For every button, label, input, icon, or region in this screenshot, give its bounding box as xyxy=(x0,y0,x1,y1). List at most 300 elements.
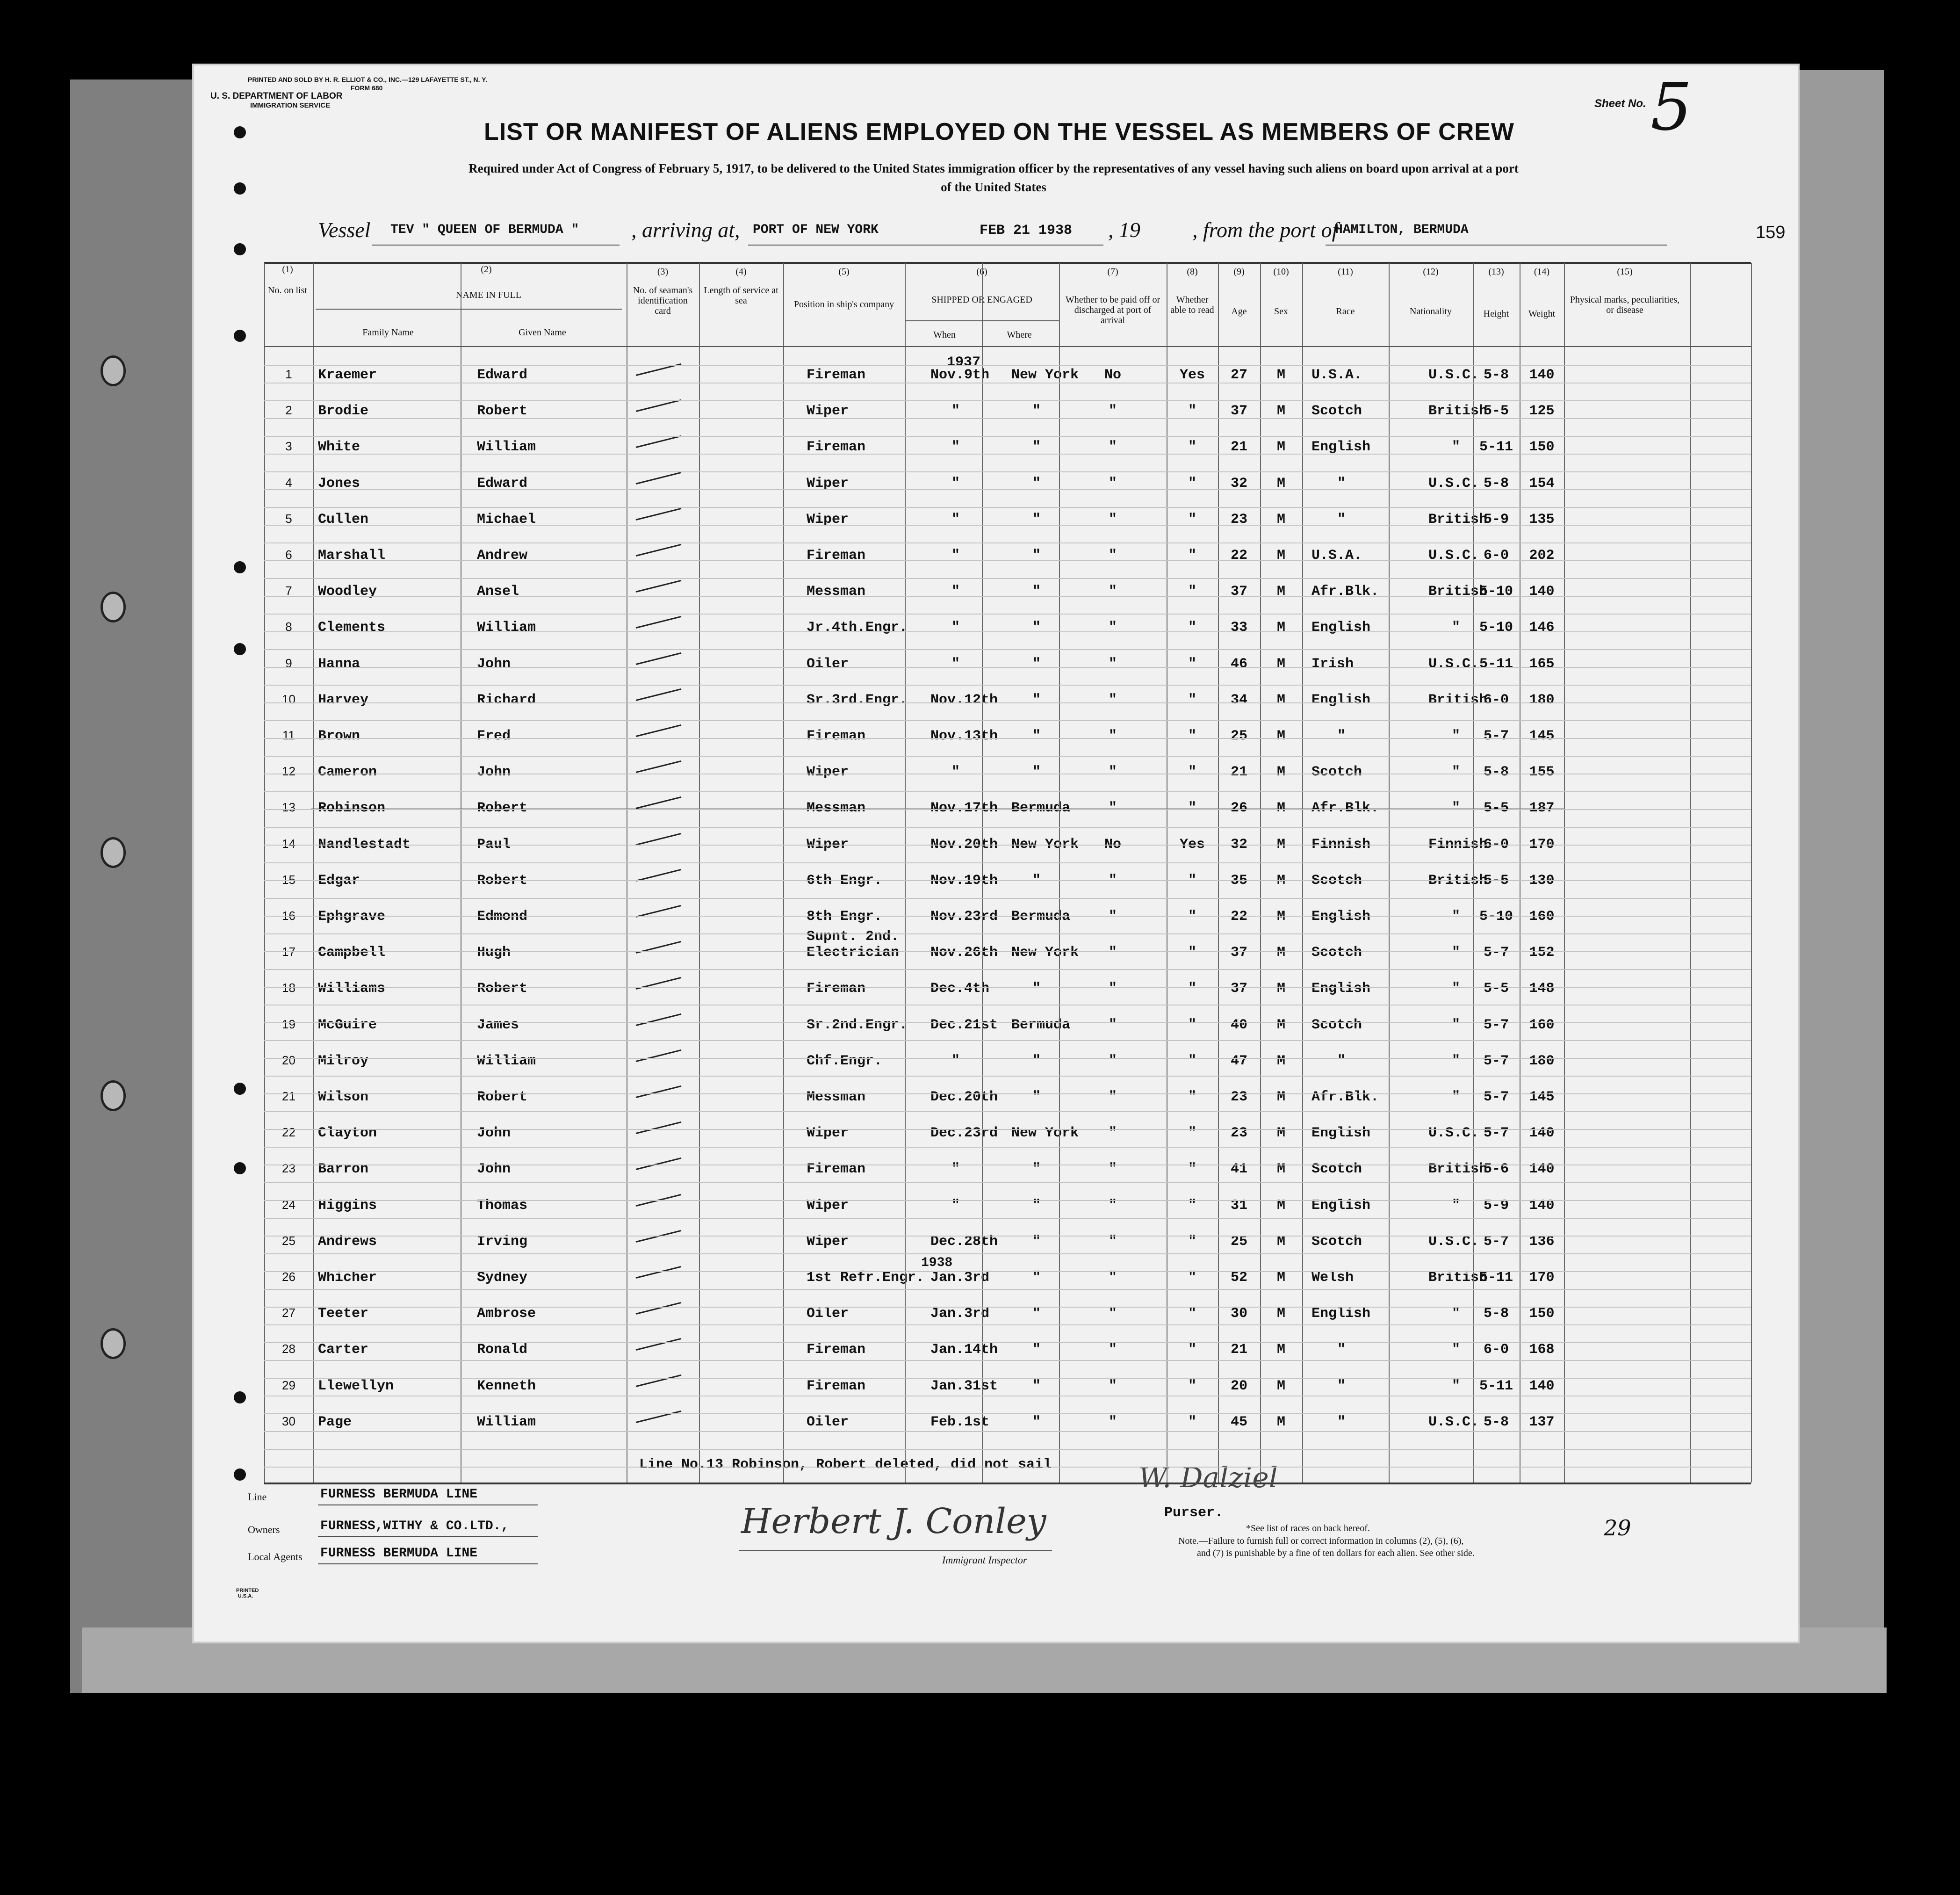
shipped-where: " xyxy=(1032,1306,1041,1322)
binder-ring xyxy=(101,1328,126,1359)
paid-off: " xyxy=(1108,1233,1117,1250)
race: Scotch xyxy=(1311,764,1362,781)
line-value: FURNESS BERMUDA LINE xyxy=(320,1487,478,1502)
shipped-where: New York xyxy=(1011,945,1079,961)
family-name: Campbell xyxy=(318,945,386,961)
deletion-note: Line No.13 Robinson, Robert deleted, did not sail xyxy=(639,1457,1052,1473)
paid-off: " xyxy=(1108,909,1117,925)
row-number: 7 xyxy=(285,584,292,598)
age: 46 xyxy=(1230,656,1247,672)
year-marker: 1937 xyxy=(947,354,981,370)
able-to-read: " xyxy=(1188,1378,1196,1394)
family-name: Robinson xyxy=(318,800,386,817)
position: Wiper xyxy=(807,403,849,420)
position: Fireman xyxy=(807,439,866,456)
table-row xyxy=(194,1224,1798,1260)
header-height: Height xyxy=(1483,309,1509,319)
family-name: White xyxy=(318,439,360,456)
header-where: Where xyxy=(1007,330,1032,340)
able-to-read: " xyxy=(1188,1197,1196,1214)
paid-off: " xyxy=(1108,800,1117,817)
height: 6-0 xyxy=(1483,692,1509,708)
sex: M xyxy=(1276,548,1285,564)
seaman-card-mark xyxy=(636,508,682,521)
col-number: (6) xyxy=(976,267,987,277)
family-name: Harvey xyxy=(318,692,369,708)
given-name: John xyxy=(477,656,511,672)
nationality: " xyxy=(1452,1053,1461,1069)
height: 5-7 xyxy=(1483,945,1509,961)
weight: 180 xyxy=(1529,1053,1555,1069)
age: 47 xyxy=(1230,1053,1247,1069)
table-row xyxy=(194,358,1798,393)
nationality: " xyxy=(1452,728,1461,744)
binder-ring xyxy=(101,355,126,386)
weight: 136 xyxy=(1529,1233,1555,1250)
weight: 140 xyxy=(1529,584,1555,600)
height: 5-8 xyxy=(1483,475,1509,492)
nationality: U.S.C. xyxy=(1428,656,1479,672)
col-number: (5) xyxy=(838,267,850,277)
paid-off: " xyxy=(1108,1414,1117,1430)
sex: M xyxy=(1276,367,1285,383)
position: Sr.2nd.Engr. xyxy=(807,1017,908,1033)
weight: 154 xyxy=(1529,475,1555,492)
sheet-number: 5 xyxy=(1650,69,1693,145)
shipped-when: Nov.12th xyxy=(930,692,998,708)
age: 37 xyxy=(1230,945,1247,961)
col-number: (2) xyxy=(481,264,492,275)
col-number: (15) xyxy=(1617,267,1633,277)
col-number: (4) xyxy=(735,267,747,277)
shipped-where: " xyxy=(1032,981,1041,997)
height: 5-7 xyxy=(1483,1125,1509,1142)
header-physical-marks: Physical marks, peculiarities, or disease xyxy=(1570,295,1680,315)
race: English xyxy=(1311,1125,1371,1142)
row-number: 21 xyxy=(282,1089,295,1103)
shipped-when: Feb.1st xyxy=(930,1414,990,1430)
height: 5-8 xyxy=(1483,764,1509,781)
weight: 145 xyxy=(1529,728,1555,744)
able-to-read: " xyxy=(1188,872,1196,889)
row-number: 11 xyxy=(282,728,295,742)
nationality: " xyxy=(1452,1306,1461,1322)
row-number: 20 xyxy=(282,1053,295,1067)
sex: M xyxy=(1276,1270,1285,1286)
shipped-where: " xyxy=(1032,620,1041,636)
height: 5-5 xyxy=(1483,981,1509,997)
col-number: (12) xyxy=(1423,267,1439,277)
able-to-read: " xyxy=(1188,439,1196,456)
row-number: 28 xyxy=(282,1342,295,1356)
position: Messman xyxy=(807,584,866,600)
given-name: Robert xyxy=(477,872,528,889)
header-sex: Sex xyxy=(1274,306,1288,317)
nationality: " xyxy=(1452,1378,1461,1394)
shipped-when: " xyxy=(951,764,960,781)
nationality: " xyxy=(1452,620,1461,636)
nationality: " xyxy=(1452,439,1461,456)
position: Fireman xyxy=(807,548,866,564)
family-name: Nandlestadt xyxy=(318,836,411,853)
shipped-where: New York xyxy=(1011,1125,1079,1142)
race: Scotch xyxy=(1311,872,1362,889)
position: Messman xyxy=(807,800,866,817)
header-family-name: Family Name xyxy=(362,327,414,338)
seaman-card-mark xyxy=(636,1013,682,1026)
grid-column-line xyxy=(905,263,906,1483)
header-age: Age xyxy=(1231,306,1247,317)
table-row xyxy=(194,1080,1798,1115)
paid-off: " xyxy=(1108,656,1117,672)
sex: M xyxy=(1276,1414,1285,1430)
table-row xyxy=(194,1369,1798,1404)
shipped-when: Nov.19th xyxy=(930,872,998,889)
position: 1st Refr.Engr. xyxy=(807,1270,925,1286)
col-number: (8) xyxy=(1187,267,1198,277)
header-position: Position in ship's company xyxy=(793,299,894,310)
paid-off: " xyxy=(1108,511,1117,528)
position: Sr.3rd.Engr. xyxy=(807,692,908,708)
header-race: Race xyxy=(1336,306,1355,317)
row-number: 19 xyxy=(282,1017,295,1031)
age: 40 xyxy=(1230,1017,1247,1033)
age: 52 xyxy=(1230,1270,1247,1286)
row-number: 3 xyxy=(285,439,292,454)
family-name: Llewellyn xyxy=(318,1378,394,1394)
position: Chf.Engr. xyxy=(807,1053,883,1069)
paid-off: " xyxy=(1108,1053,1117,1069)
table-row xyxy=(194,1008,1798,1043)
given-name: Kenneth xyxy=(477,1378,536,1394)
weight: 160 xyxy=(1529,1017,1555,1033)
able-to-read: " xyxy=(1188,692,1196,708)
shipped-where: " xyxy=(1032,475,1041,492)
form-title: LIST OR MANIFEST OF ALIENS EMPLOYED ON THE VESSEL AS MEMBERS OF CREW xyxy=(484,118,1514,145)
seaman-card-mark xyxy=(636,796,682,809)
sex: M xyxy=(1276,1233,1285,1250)
given-name: Ronald xyxy=(477,1342,528,1358)
age: 37 xyxy=(1230,981,1247,997)
seaman-card-mark xyxy=(636,869,682,882)
weight: 148 xyxy=(1529,981,1555,997)
printer-imprint: PRINTED AND SOLD BY H. R. ELLIOT & CO., INC.—129 LAFAYETTE ST., N. Y. xyxy=(248,76,487,83)
height: 5-9 xyxy=(1483,1197,1509,1214)
nationality: U.S.C. xyxy=(1428,367,1479,383)
row-number: 12 xyxy=(282,764,295,779)
row-number: 5 xyxy=(285,511,292,526)
height: 5-8 xyxy=(1483,1306,1509,1322)
position: Fireman xyxy=(807,728,866,744)
shipped-when: " xyxy=(951,1053,960,1069)
given-name: Robert xyxy=(477,800,528,817)
family-name: Milroy xyxy=(318,1053,369,1069)
shipped-where: " xyxy=(1032,1053,1041,1069)
sex: M xyxy=(1276,981,1285,997)
grid-column-line xyxy=(1218,263,1219,1483)
weight: 152 xyxy=(1529,945,1555,961)
age: 31 xyxy=(1230,1197,1247,1214)
race: Afr.Blk. xyxy=(1311,800,1379,817)
row-number: 9 xyxy=(285,656,292,670)
height: 5-11 xyxy=(1479,439,1513,456)
age: 25 xyxy=(1230,728,1247,744)
manifest-page xyxy=(194,65,1798,1642)
able-to-read: " xyxy=(1188,945,1196,961)
nationality: British xyxy=(1428,1161,1488,1178)
punch-hole xyxy=(234,330,246,342)
age: 27 xyxy=(1230,367,1247,383)
age: 20 xyxy=(1230,1378,1247,1394)
family-name: Clements xyxy=(318,620,386,636)
paid-off: " xyxy=(1108,475,1117,492)
sex: M xyxy=(1276,1378,1285,1394)
position: Messman xyxy=(807,1089,866,1105)
race: U.S.A. xyxy=(1311,548,1362,564)
shipped-where: " xyxy=(1032,764,1041,781)
table-row xyxy=(194,719,1798,754)
able-to-read: " xyxy=(1188,656,1196,672)
shipped-when: Nov.20th xyxy=(930,836,998,853)
row-number: 6 xyxy=(285,548,292,562)
table-row xyxy=(194,610,1798,646)
race: U.S.A. xyxy=(1311,367,1362,383)
family-name: Brodie xyxy=(318,403,369,420)
height: 5-11 xyxy=(1479,1378,1513,1394)
nationality: Finnish xyxy=(1428,836,1488,853)
age: 21 xyxy=(1230,764,1247,781)
family-name: Edgar xyxy=(318,872,360,889)
race: " xyxy=(1337,728,1346,744)
weight: 140 xyxy=(1529,367,1555,383)
shipped-when: " xyxy=(951,403,960,420)
shipped-when: Nov.17th xyxy=(930,800,998,817)
able-to-read: " xyxy=(1188,1414,1196,1430)
shipped-where: " xyxy=(1032,1089,1041,1105)
row-number: 30 xyxy=(282,1414,295,1428)
height: 5-6 xyxy=(1483,1161,1509,1178)
table-row xyxy=(194,899,1798,935)
family-name: Whicher xyxy=(318,1270,377,1286)
header-weight: Weight xyxy=(1528,309,1556,319)
race: " xyxy=(1337,1342,1346,1358)
row-number: 23 xyxy=(282,1161,295,1176)
sex: M xyxy=(1276,439,1285,456)
weight: 137 xyxy=(1529,1414,1555,1430)
shipped-when: Nov.23rd xyxy=(930,909,998,925)
paid-off: " xyxy=(1108,692,1117,708)
page-stamp: 159 xyxy=(1756,223,1786,242)
col-number: (1) xyxy=(282,264,293,275)
shipped-where: New York xyxy=(1011,367,1079,383)
age: 32 xyxy=(1230,836,1247,853)
paid-off: " xyxy=(1108,872,1117,889)
race: " xyxy=(1337,475,1346,492)
family-name: Wilson xyxy=(318,1089,369,1105)
shipped-where: Bermuda xyxy=(1011,909,1071,925)
grid-column-line xyxy=(783,263,784,1483)
row-number: 15 xyxy=(282,872,295,887)
weight: 170 xyxy=(1529,1270,1555,1286)
shipped-where: New York xyxy=(1011,836,1079,853)
paid-off: " xyxy=(1108,1197,1117,1214)
arriving-label: , arriving at, xyxy=(631,218,740,242)
able-to-read: " xyxy=(1188,548,1196,564)
agents-label: Local Agents xyxy=(248,1551,303,1562)
sex: M xyxy=(1276,511,1285,528)
binder-ring xyxy=(101,837,126,868)
shipped-where: " xyxy=(1032,692,1041,708)
shipped-when: Jan.3rd xyxy=(930,1270,990,1286)
col-number: (13) xyxy=(1488,267,1504,277)
able-to-read: " xyxy=(1188,584,1196,600)
position: Oiler xyxy=(807,656,849,672)
age: 45 xyxy=(1230,1414,1247,1430)
from-port: HAMILTON, BERMUDA xyxy=(1335,223,1469,237)
position: Fireman xyxy=(807,1342,866,1358)
shipped-when: Nov.9th xyxy=(930,367,990,383)
purser-signature: W. Dalziel xyxy=(1139,1461,1278,1494)
able-to-read: " xyxy=(1188,511,1196,528)
form-subtitle-line1: Required under Act of Congress of February 5, 1917, to be delivered to the United States immigration officer by the representatives of any vessel having such aliens on board upon arrival at a port xyxy=(468,161,1519,175)
from-port-label: , from the port of xyxy=(1192,218,1338,242)
family-name: Jones xyxy=(318,475,360,492)
punch-hole xyxy=(234,1468,246,1481)
col-number: (14) xyxy=(1534,267,1550,277)
position: Electrician xyxy=(807,945,900,961)
given-name: Thomas xyxy=(477,1197,528,1214)
family-name: Barron xyxy=(318,1161,369,1178)
height: 5-11 xyxy=(1479,1270,1513,1286)
race: Scotch xyxy=(1311,1161,1362,1178)
shipped-where: " xyxy=(1032,1414,1041,1430)
paid-off: " xyxy=(1108,548,1117,564)
sex: M xyxy=(1276,1161,1285,1178)
sex: M xyxy=(1276,403,1285,420)
paid-off: " xyxy=(1108,945,1117,961)
able-to-read: " xyxy=(1188,475,1196,492)
shipped-where: Bermuda xyxy=(1011,1017,1071,1033)
weight: 140 xyxy=(1529,1197,1555,1214)
race: English xyxy=(1311,1197,1371,1214)
position: Wiper xyxy=(807,1197,849,1214)
sex: M xyxy=(1276,800,1285,817)
age: 22 xyxy=(1230,909,1247,925)
given-name: Edward xyxy=(477,475,528,492)
nationality: British xyxy=(1428,872,1488,889)
seaman-card-mark xyxy=(636,1410,682,1423)
position: Wiper xyxy=(807,511,849,528)
height: 5-9 xyxy=(1483,511,1509,528)
shipped-where: " xyxy=(1032,584,1041,600)
grid-column-line xyxy=(1751,263,1752,1483)
shipped-when: " xyxy=(951,439,960,456)
nationality: British xyxy=(1428,511,1488,528)
punch-hole xyxy=(234,182,246,195)
table-row xyxy=(194,1260,1798,1296)
nationality: " xyxy=(1452,945,1461,961)
sex: M xyxy=(1276,475,1285,492)
table-row xyxy=(194,1332,1798,1368)
paid-off: " xyxy=(1108,1378,1117,1394)
nationality: " xyxy=(1452,981,1461,997)
shipped-where: " xyxy=(1032,1161,1041,1178)
table-row xyxy=(194,394,1798,429)
header-paid-off: Whether to be paid off or discharged at port of arrival xyxy=(1065,295,1160,325)
sex: M xyxy=(1276,1125,1285,1142)
family-name: Carter xyxy=(318,1342,369,1358)
seaman-card-mark xyxy=(636,977,682,990)
given-name: Robert xyxy=(477,981,528,997)
family-name: Andrews xyxy=(318,1233,377,1250)
paid-off: " xyxy=(1108,1342,1117,1358)
race: Afr.Blk. xyxy=(1311,1089,1379,1105)
family-name: Higgins xyxy=(318,1197,377,1214)
paid-off: " xyxy=(1108,1089,1117,1105)
age: 32 xyxy=(1230,475,1247,492)
sex: M xyxy=(1276,1342,1285,1358)
shipped-where: " xyxy=(1032,403,1041,420)
sex: M xyxy=(1276,1089,1285,1105)
nationality: British xyxy=(1428,584,1488,600)
paid-off: " xyxy=(1108,764,1117,781)
shipped-when: Nov.13th xyxy=(930,728,998,744)
weight: 140 xyxy=(1529,1378,1555,1394)
sex: M xyxy=(1276,836,1285,853)
able-to-read: " xyxy=(1188,1270,1196,1286)
race: " xyxy=(1337,511,1346,528)
agents-value: FURNESS BERMUDA LINE xyxy=(320,1546,478,1561)
height: 5-10 xyxy=(1479,620,1513,636)
height: 5-7 xyxy=(1483,1017,1509,1033)
age: 23 xyxy=(1230,511,1247,528)
position: Oiler xyxy=(807,1306,849,1322)
race: Afr.Blk. xyxy=(1311,584,1379,600)
height: 5-8 xyxy=(1483,367,1509,383)
weight: 130 xyxy=(1529,872,1555,889)
given-name: Fred xyxy=(477,728,511,744)
seaman-card-mark xyxy=(636,399,682,412)
position: Oiler xyxy=(807,1414,849,1430)
given-name: Robert xyxy=(477,403,528,420)
row-number: 29 xyxy=(282,1378,295,1392)
owners-label: Owners xyxy=(248,1524,280,1535)
weight: 150 xyxy=(1529,439,1555,456)
vessel-name: TEV " QUEEN OF BERMUDA " xyxy=(390,223,579,237)
seaman-card-mark xyxy=(636,435,682,448)
given-name: John xyxy=(477,1125,511,1142)
owners-value: FURNESS,WITHY & CO.LTD., xyxy=(320,1519,509,1533)
height: 5-7 xyxy=(1483,1233,1509,1250)
col-number: (11) xyxy=(1338,267,1353,277)
punch-hole xyxy=(234,126,246,138)
height: 5-11 xyxy=(1479,656,1513,672)
binder-ring xyxy=(101,1080,126,1111)
age: 35 xyxy=(1230,872,1247,889)
height: 5-10 xyxy=(1479,909,1513,925)
able-to-read: " xyxy=(1188,800,1196,817)
able-to-read: Yes xyxy=(1179,367,1205,383)
height: 5-10 xyxy=(1479,584,1513,600)
row-number: 25 xyxy=(282,1233,295,1248)
paid-off: " xyxy=(1108,584,1117,600)
able-to-read: " xyxy=(1188,1342,1196,1358)
position: Fireman xyxy=(807,1161,866,1178)
given-name: James xyxy=(477,1017,519,1033)
punch-hole xyxy=(234,243,246,255)
given-name: William xyxy=(477,1053,536,1069)
nationality: " xyxy=(1452,909,1461,925)
